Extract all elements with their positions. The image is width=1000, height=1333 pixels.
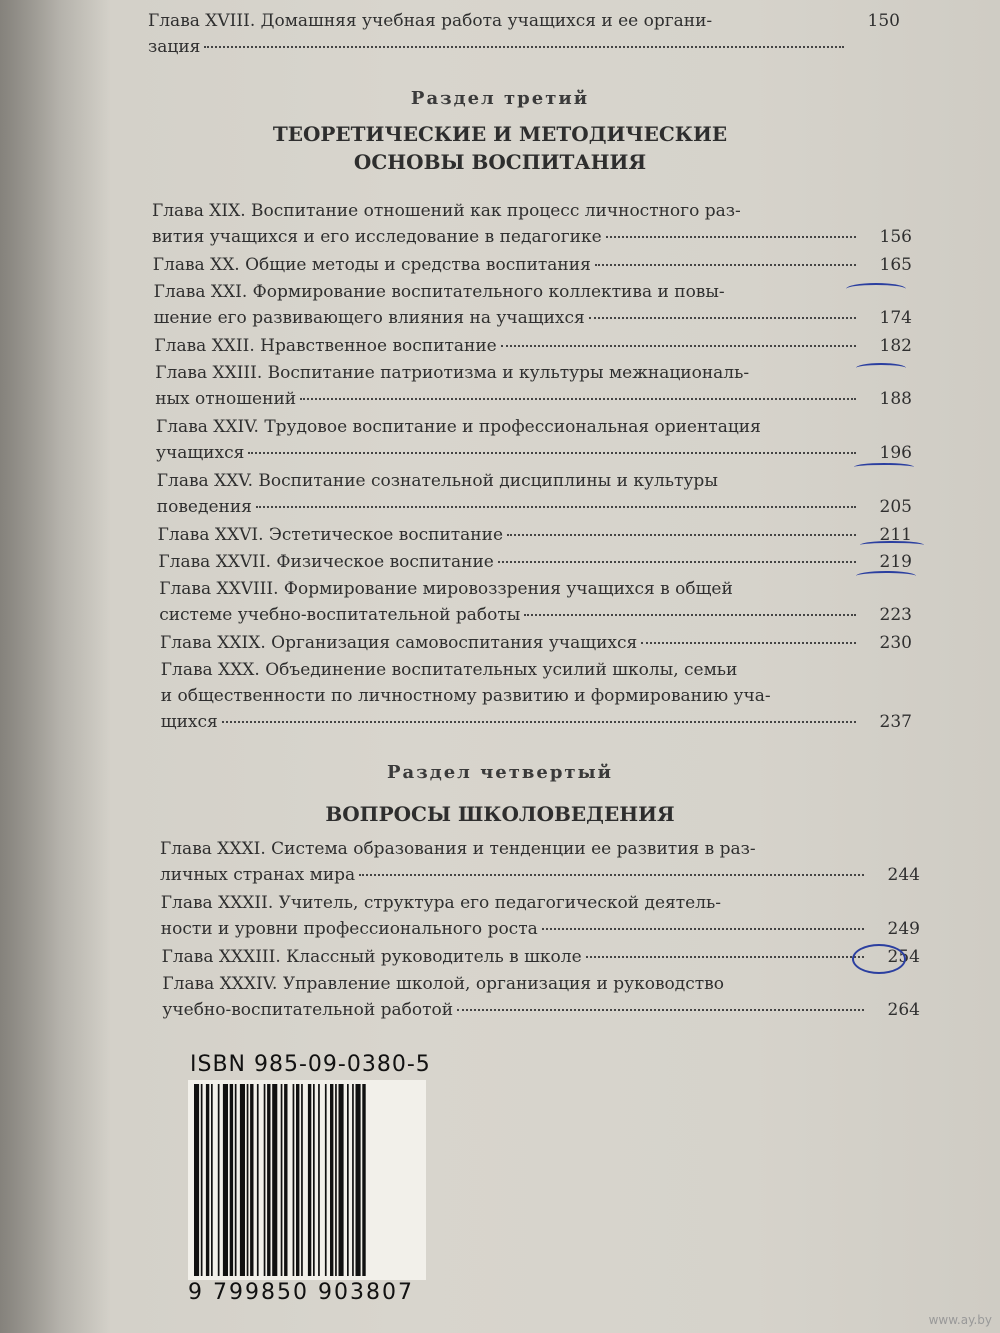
entry-text: Глава XVIII. Домашняя учебная работа учащихся и ее органи- [148, 11, 713, 31]
toc-entry [154, 333, 912, 359]
barcode-bar [347, 1084, 349, 1276]
toc-entry-xviii [148, 8, 900, 60]
toc-entry [160, 836, 920, 888]
toc-entry [155, 360, 912, 412]
toc-entry [162, 971, 920, 1023]
toc-line [154, 279, 912, 305]
isbn-label: ISBN 985-09-0380-5 [190, 1052, 431, 1077]
dot-leader [498, 561, 856, 563]
toc-entry [157, 468, 912, 520]
dot-leader [595, 264, 856, 266]
toc-line [157, 494, 912, 520]
toc-line [160, 836, 920, 862]
barcode-bar [257, 1084, 259, 1276]
toc-line [161, 657, 912, 683]
entry-text: Глава XXII. Нравственное воспитание [154, 336, 497, 356]
toc-entry [153, 252, 912, 278]
page-number: 182 [879, 336, 912, 356]
toc-entry [156, 414, 912, 466]
barcode-bar [211, 1084, 213, 1276]
barcode-bar [313, 1084, 315, 1276]
entry-text: Глава XXVIII. Формирование мировоззрения учащихся в общей [159, 579, 733, 599]
dot-leader [300, 398, 856, 400]
section-heading: ВОПРОСЫ ШКОЛОВЕДЕНИЯ [325, 802, 675, 826]
toc-line [155, 386, 912, 412]
barcode-bar [325, 1084, 327, 1276]
toc-line [162, 971, 920, 997]
toc-entry [154, 279, 912, 331]
entry-text: Глава XXVI. Эстетическое воспитание [157, 525, 504, 545]
entry-text: Глава XXI. Формирование воспитательного коллектива и повы- [153, 282, 725, 302]
toc-line [161, 683, 912, 709]
barcode-bar [330, 1084, 333, 1276]
dot-leader [586, 956, 864, 958]
entry-text: ных отношений [155, 389, 297, 409]
pen-circle-254 [852, 944, 906, 974]
section-label: Раздел четвертый [387, 762, 613, 783]
entry-text: и общественности по личностному развитию и формированию уча- [160, 686, 771, 706]
barcode-bar [267, 1084, 270, 1276]
page-shadow [0, 0, 110, 1333]
dot-leader [641, 642, 856, 644]
toc-line [155, 360, 912, 386]
dot-leader [589, 317, 856, 319]
section-heading: ТЕОРЕТИЧЕСКИЕ И МЕТОДИЧЕСКИЕ ОСНОВЫ ВОСПИТАНИЯ [272, 122, 728, 174]
pen-underline-165 [846, 283, 906, 295]
pen-underline-211 [860, 541, 924, 549]
page-number: 188 [879, 389, 912, 409]
dot-leader [222, 721, 856, 723]
toc-entry [158, 549, 912, 575]
page-number: 237 [879, 712, 912, 732]
pen-underline-196 [854, 463, 914, 471]
entry-text: Глава XXIX. Организация самовоспитания учащихся [160, 633, 638, 653]
dot-leader [359, 874, 864, 876]
barcode-bar [230, 1084, 233, 1276]
page-number: 254 [887, 947, 920, 967]
toc-line [154, 333, 912, 359]
barcode-bar [362, 1084, 365, 1276]
barcode-bar [250, 1084, 253, 1276]
page-number: 244 [887, 865, 920, 885]
page-number: 219 [879, 552, 912, 572]
barcode-bar [293, 1084, 295, 1276]
entry-text: Глава XXXIII. Классный руководитель в школе [161, 947, 582, 967]
entry-text: учебно-воспитательной работой [162, 1000, 454, 1020]
page-number: 230 [879, 633, 912, 653]
page-number: 174 [879, 308, 912, 328]
pen-underline-219 [856, 571, 916, 581]
barcode-bar [296, 1084, 299, 1276]
toc-line [161, 916, 920, 942]
toc-line [152, 198, 912, 224]
page-number: 165 [879, 255, 912, 275]
toc-line [152, 224, 912, 250]
toc-line [162, 997, 920, 1023]
toc-line [159, 602, 912, 628]
barcode-bar [335, 1084, 337, 1276]
page-number: 196 [879, 443, 912, 463]
dot-leader [542, 928, 864, 930]
dot-leader [248, 452, 856, 454]
toc-entry [162, 944, 920, 970]
page-number: 156 [879, 227, 912, 247]
barcode-bar [201, 1084, 203, 1276]
toc-entry [159, 576, 912, 628]
barcode-bar [194, 1084, 199, 1276]
toc-line [153, 252, 912, 278]
entry-text: Глава XXX. Объединение воспитательных усилий школы, семьи [160, 660, 738, 680]
entry-text: Глава XXIII. Воспитание патриотизма и культуры межнациональ- [155, 363, 750, 383]
section-label: Раздел третий [410, 88, 590, 109]
entry-text: Глава XX. Общие методы и средства воспитания [152, 255, 591, 275]
barcode-bar [223, 1084, 228, 1276]
barcode-bar [281, 1084, 283, 1276]
barcode-bar [247, 1084, 249, 1276]
toc-entry [160, 630, 912, 656]
barcode-bar [240, 1084, 245, 1276]
barcode-bars [188, 1080, 426, 1280]
toc-line [160, 862, 920, 888]
dot-leader [507, 534, 856, 536]
page-number: 150 [867, 11, 900, 31]
barcode-bar [318, 1084, 320, 1276]
entry-text: поведения [156, 497, 252, 517]
toc-line [162, 944, 920, 970]
dot-leader [524, 614, 856, 616]
barcode-bar [264, 1084, 266, 1276]
entry-text: ности и уровни профессионального роста [160, 919, 538, 939]
dot-leader [606, 236, 856, 238]
barcode-bar [206, 1084, 209, 1276]
barcode-bar [301, 1084, 303, 1276]
page-number: 211 [879, 525, 912, 545]
toc-line [156, 440, 912, 466]
entry-text: Глава XXXII. Учитель, структура его педагогической деятель- [160, 893, 721, 913]
toc-line [161, 890, 920, 916]
barcode-bar [356, 1084, 361, 1276]
dot-leader [501, 345, 856, 347]
barcode-bar [339, 1084, 344, 1276]
pen-underline-182 [856, 363, 906, 373]
toc-line [161, 709, 912, 735]
entry-text: шение его развивающего влияния на учащихся [153, 308, 585, 328]
barcode-bar [284, 1084, 287, 1276]
toc-line [159, 576, 912, 602]
toc-line [156, 414, 912, 440]
entry-text: Глава XXV. Воспитание сознательной дисциплины и культуры [156, 471, 718, 491]
entry-text: Глава XIX. Воспитание отношений как процесс личностного раз- [152, 201, 741, 221]
entry-text: учащихся [156, 443, 245, 463]
watermark: www.ay.by [928, 1313, 992, 1327]
barcode-bar [308, 1084, 311, 1276]
toc-entry [161, 657, 912, 735]
toc-line [157, 468, 912, 494]
page-number: 223 [879, 605, 912, 625]
barcode-bar [235, 1084, 237, 1276]
entry-text: вития учащихся и его исследование в педагогике [152, 227, 602, 247]
dot-leader [457, 1009, 864, 1011]
page-number: 264 [887, 1000, 920, 1020]
entry-text: щихся [160, 712, 218, 732]
toc-line [160, 630, 912, 656]
entry-text: системе учебно-воспитательной работы [159, 605, 521, 625]
toc-line [158, 549, 912, 575]
barcode [188, 1080, 426, 1280]
toc-entry [161, 890, 920, 942]
toc-line [154, 305, 912, 331]
entry-text: Глава XXVII. Физическое воспитание [158, 552, 494, 572]
barcode-bar [272, 1084, 277, 1276]
barcode-bar [352, 1084, 354, 1276]
page-number: 249 [887, 919, 920, 939]
entry-text: Глава XXXI. Система образования и тенденции ее развития в раз- [160, 839, 756, 859]
entry-text: Глава XXIV. Трудовое воспитание и профессиональная ориентация [156, 417, 761, 437]
toc-line [158, 522, 912, 548]
barcode-digits: 9 799850 903807 [188, 1280, 414, 1305]
toc-entry [152, 198, 912, 250]
entry-text: Глава XXXIV. Управление школой, организация и руководство [162, 974, 724, 994]
page-number: 205 [879, 497, 912, 517]
toc-entry [158, 522, 912, 548]
barcode-bar [218, 1084, 220, 1276]
entry-text: зация [148, 37, 201, 57]
entry-text: личных странах мира [160, 865, 356, 885]
dot-leader [256, 506, 856, 508]
